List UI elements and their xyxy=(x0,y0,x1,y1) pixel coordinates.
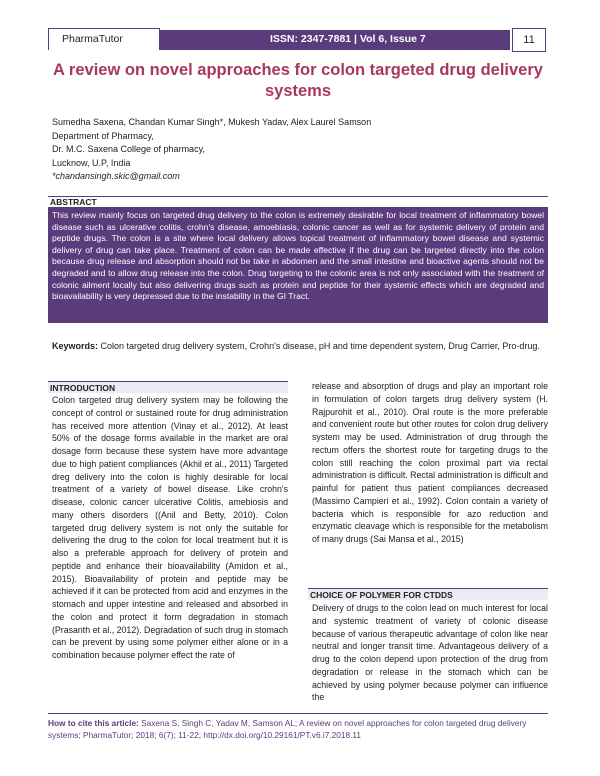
article-title: A review on novel approaches for colon targeted drug delivery systems xyxy=(53,61,543,100)
corresponding-email[interactable]: *chandansingh.skic@gmail.com xyxy=(52,171,180,181)
citation-text[interactable]: Saxena S, Singh C, Yadav M, Samson AL; A review on novel approaches for colon targeted drug delivery systems; PharmaTutor; 2018; 6(7); 11-22; http://dx.doi.org/10.29161/PT.v6.i7.2018.11 xyxy=(48,718,527,740)
introduction-paragraph: Colon targeted drug delivery system may be following the concept of control or sustained route for drug administration has received more attention (Vinay et al., 2012). At least 50% of the dosage forms available in the market are oral dosage form because these system have more advantage due to high patient compliances (Akhil et al., 2011) Targeted dreg delivery into the colon is highly desirable for local treatment of a variety of bowel disease. Like crohn's disease, colonic cancer ulcerative Colitis, amebiosis and many others disorders ((Anil and Betty, 2010). Colon targeted drug delivery system is not only the suitable for delivering the drug to the colon for local treatment but it is also a preferable approach for delivery of protein and peptide and enhance their bioavailability (Amidon et al., 2015). Bioavailability of protein and peptide may be achieved if it can be protected from acid and enzymes in the stomach and upper intestine and released and absorbed in the colon and protect it form degradation in stomach (Prasanth et al., 2012). Degradation of such drug in stomach can be prevent by using some polymer either alone or in a combination because polymer effect the rate of xyxy=(52,395,288,660)
author-block xyxy=(52,116,371,184)
citation-footer xyxy=(48,717,548,741)
polymer-choice-heading: CHOICE OF POLYMER FOR CTDDS xyxy=(308,588,548,600)
affiliation-line: Dr. M.C. Saxena College of pharmacy, xyxy=(52,144,205,154)
keywords-label: Keywords: xyxy=(52,341,99,351)
keywords xyxy=(52,340,546,353)
right-column-bottom xyxy=(312,602,548,704)
page-number: 11 xyxy=(512,28,546,52)
footer-divider xyxy=(48,713,548,714)
issn-volume-issue: ISSN: 2347-7881 | Vol 6, Issue 7 xyxy=(270,33,426,45)
keywords-text: Colon targeted drug delivery system, Crohn's disease, pH and time dependent system, Drug Carrier, Pro-drug. xyxy=(98,341,540,351)
citation-label: How to cite this article: xyxy=(48,718,139,728)
affiliation-line: Department of Pharmacy, xyxy=(52,130,154,141)
affiliation-line: Lucknow, U.P, India xyxy=(52,157,131,168)
introduction-heading: INTRODUCTION xyxy=(48,381,288,393)
right-column-top xyxy=(312,380,548,546)
left-column xyxy=(52,394,288,662)
abstract-heading: ABSTRACT xyxy=(48,196,548,207)
right-paragraph-top: release and absorption of drugs and play an important role in formulation of colon targets drug delivery system (H. Rajpurohit et al., 2010). Oral route is the more preferable and convenient route but other routes for colon drug delivery system may be used. Administration of drug through the rectum offers the shortest route for targeting drugs to the colon still reaching the colon proximal part via rectal administration is difficult. Rectal administration is difficult and painful for patient thus patient compliances decreased (Massimo Campieri et al., 1992). Colon contain a variety of bacteria which is responsible for azo reduction and enzymatic cleavage which is responsible for the metabolism of many drugs (Sai Mansa et al., 2015) xyxy=(312,381,548,544)
right-paragraph-bottom: Delivery of drugs to the colon lead on much interest for local and systemic treatment of variety of colonic disease because of various therapeutic advantage of colon like near neutral and longer transit time. Advantageous delivery of a drug to the colon depend upon protection of the drug from degradation or release in the stomach which can be achieved by using polymer because polymer can influence the xyxy=(312,603,548,703)
author-names: Sumedha Saxena, Chandan Kumar Singh*, Mukesh Yadav, Alex Laurel Samson xyxy=(52,117,372,127)
abstract-text: This review mainly focus on targeted drug delivery to the colon is extremely desirable for local treatment of inflammatory bowel disease such as ulcerative colitis, crohn's disease, amoebiasis, colonic cancer as well as for systemic delivery of protein and peptide drugs. The colon is a site where local delivery allows topical treatment of inflammatory bowel disease and systemic delivery of drug can take place. Treatment of colon can be made effective if the drug can be targeted directly into the colon because drug release and absorption should not be take in abdomen and the small intestine and bioactive agents should not be degraded and to allow drug release into the colon. Drug targeting to the colonic area is not only associated with the treatment of colonic ailment locally but also delivering drugs such as protein and peptide for their systemic effects which are degraded and bioavailability is very depressed due to the instability in the GI Tract. xyxy=(48,207,548,323)
journal-name: PharmaTutor xyxy=(62,33,123,45)
